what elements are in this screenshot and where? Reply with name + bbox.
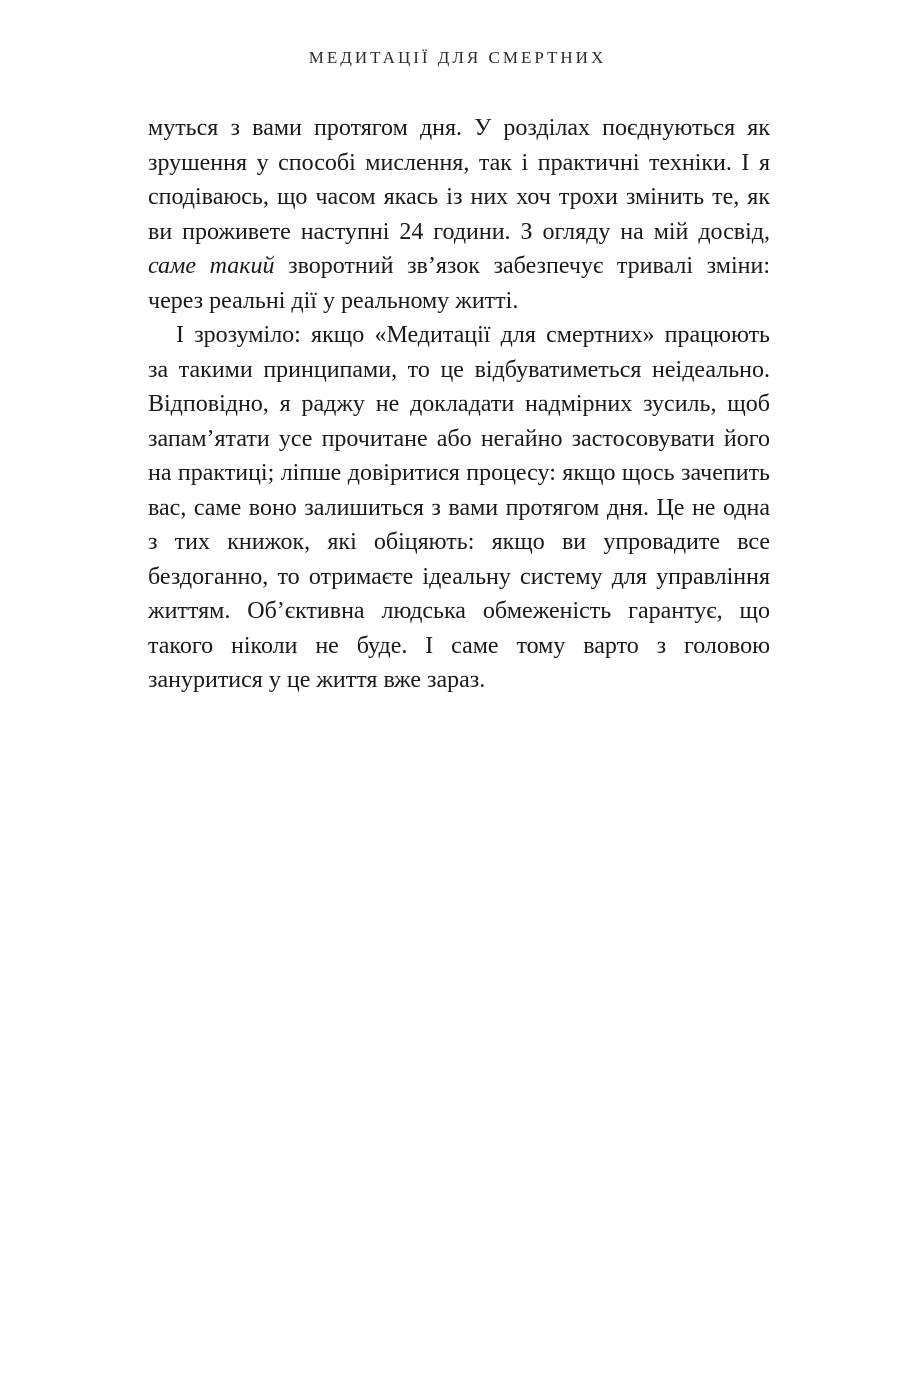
running-head: МЕДИТАЦІЇ ДЛЯ СМЕРТНИХ <box>308 48 607 67</box>
paragraph-2: І зрозуміло: якщо «Медитації для смертних» працюють за такими принципами, то це відбуватиметься неідеально. Відповідно, я раджу не докладати надмірних зусиль, щоб запам’ятати усе прочитане або негайно застосовувати його на практиці; ліпше довіритися процесу: якщо щось зачепить вас, саме воно залишиться з вами протягом дня. Це не одна з тих книжок, які обіцяють: якщо ви упровадите все бездоганно, то отримаєте ідеальну систему для управління життям. Об’єктивна людська обмеженість гарантує, що такого ніколи не буде. І саме тому варто з головою зануритися у це життя вже зараз. <box>148 322 770 693</box>
paragraph-1-part-1: муться з вами протягом дня. У розділах поєднуються як зрушення у способі мислення, так і практичні техніки. І я сподіваюсь, що часом якась із них хоч трохи змінить те, як ви проживете наступні 24 години. З огляду на мій досвід, <box>148 115 770 245</box>
paragraph-1 <box>148 111 770 318</box>
paragraph-1-part-2: зворотний зв’язок забезпечує тривалі зміни: через реальні дії у реальному житті. <box>148 253 771 314</box>
paragraph-1-italic: саме такий <box>148 253 275 279</box>
body-text <box>148 111 770 698</box>
